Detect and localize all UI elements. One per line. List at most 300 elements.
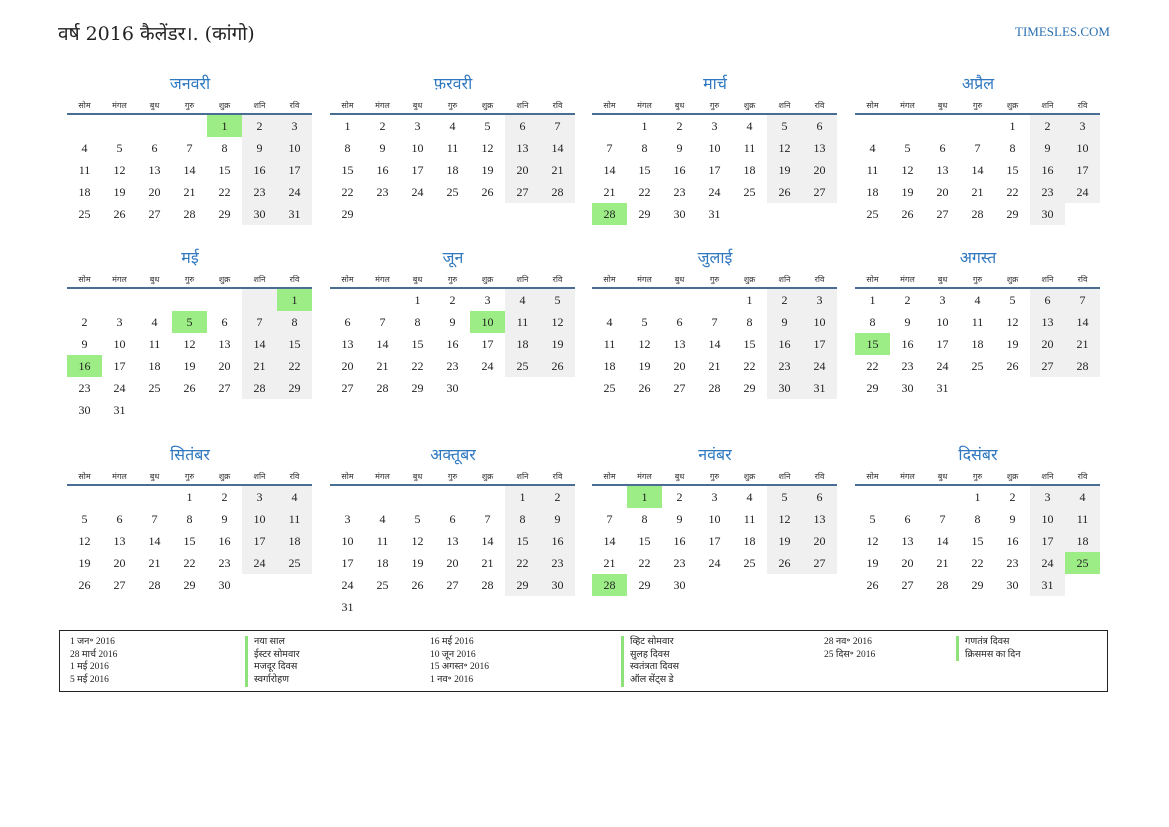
day-cell: 1 bbox=[207, 114, 242, 137]
empty-cell bbox=[627, 288, 662, 311]
day-cell: 5 bbox=[904, 140, 911, 155]
day-cell: 15 bbox=[638, 533, 651, 548]
day-cell: 6 bbox=[449, 511, 456, 526]
day-cell: 15 bbox=[743, 336, 756, 351]
weekday-header: रवि bbox=[1065, 98, 1100, 114]
empty-cell bbox=[732, 203, 767, 225]
month-name: अक्तूबर bbox=[430, 445, 476, 464]
legend-date: 10 जून 2016 bbox=[430, 649, 476, 660]
empty-cell bbox=[1065, 203, 1100, 225]
day-cell: 16 bbox=[1030, 159, 1065, 181]
empty-cell bbox=[505, 377, 540, 399]
day-cell: 31 bbox=[341, 599, 354, 614]
day-cell: 10 bbox=[936, 314, 949, 329]
day-cell: 30 bbox=[767, 377, 802, 399]
day-cell: 15 bbox=[505, 530, 540, 552]
month-table bbox=[855, 98, 1100, 225]
weekday-header: शनि bbox=[767, 98, 802, 114]
empty-cell bbox=[470, 596, 505, 618]
day-cell: 21 bbox=[481, 555, 494, 570]
day-cell: 16 bbox=[67, 355, 102, 377]
day-cell: 2 bbox=[1009, 489, 1016, 504]
day-cell: 12 bbox=[113, 162, 126, 177]
empty-cell bbox=[802, 574, 837, 596]
weekday-header: रवि bbox=[540, 272, 575, 288]
day-cell: 16 bbox=[540, 530, 575, 552]
day-cell: 13 bbox=[446, 533, 459, 548]
day-cell: 13 bbox=[113, 533, 126, 548]
legend-date: 1 जन॰ 2016 bbox=[70, 637, 115, 647]
day-cell: 12 bbox=[1006, 314, 1019, 329]
day-cell: 5 bbox=[540, 288, 575, 311]
day-cell: 25 bbox=[1065, 552, 1100, 574]
weekday-header: सोम bbox=[855, 469, 890, 485]
day-cell: 28 bbox=[971, 206, 984, 221]
day-cell: 2 bbox=[767, 288, 802, 311]
weekday-header: गुरु bbox=[697, 272, 732, 288]
weekday-header: सोम bbox=[855, 272, 890, 288]
day-cell: 5 bbox=[116, 140, 123, 155]
day-cell: 13 bbox=[505, 137, 540, 159]
day-cell: 22 bbox=[505, 552, 540, 574]
day-cell: 21 bbox=[1065, 333, 1100, 355]
month-block bbox=[330, 247, 576, 399]
day-cell: 18 bbox=[743, 533, 756, 548]
day-cell: 13 bbox=[148, 162, 161, 177]
day-cell: 21 bbox=[376, 358, 389, 373]
day-cell: 25 bbox=[743, 555, 756, 570]
day-cell: 2 bbox=[379, 118, 386, 133]
empty-cell bbox=[400, 203, 435, 225]
weekday-header: शुक्र bbox=[470, 272, 505, 288]
weekday-header: शनि bbox=[505, 272, 540, 288]
day-cell: 11 bbox=[446, 140, 459, 155]
day-cell: 11 bbox=[505, 311, 540, 333]
day-cell: 2 bbox=[540, 485, 575, 508]
day-cell: 10 bbox=[277, 137, 312, 159]
day-cell: 12 bbox=[78, 533, 91, 548]
day-cell: 30 bbox=[901, 380, 914, 395]
day-cell: 11 bbox=[78, 162, 91, 177]
day-cell: 24 bbox=[802, 355, 837, 377]
weekday-header: शुक्र bbox=[207, 98, 242, 114]
day-cell: 20 bbox=[446, 555, 459, 570]
weekday-header: शनि bbox=[242, 98, 277, 114]
day-cell: 23 bbox=[673, 555, 686, 570]
legend-holiday-name: क्रिसमस का दिन bbox=[965, 649, 1021, 660]
month-name: अगस्त bbox=[959, 248, 997, 267]
day-cell: 12 bbox=[411, 533, 424, 548]
weekday-header: रवि bbox=[277, 469, 312, 485]
weekday-header: गुरु bbox=[697, 469, 732, 485]
day-cell: 11 bbox=[1065, 508, 1100, 530]
day-cell: 15 bbox=[1006, 162, 1019, 177]
day-cell: 11 bbox=[277, 508, 312, 530]
day-cell: 3 bbox=[1065, 114, 1100, 137]
day-cell: 26 bbox=[540, 355, 575, 377]
day-cell: 25 bbox=[78, 206, 91, 221]
month-block bbox=[855, 444, 1101, 596]
empty-cell bbox=[67, 288, 102, 311]
day-cell: 4 bbox=[746, 489, 753, 504]
day-cell: 31 bbox=[802, 377, 837, 399]
day-cell: 3 bbox=[344, 511, 351, 526]
day-cell: 5 bbox=[81, 511, 88, 526]
day-cell: 21 bbox=[603, 555, 616, 570]
month-block bbox=[592, 247, 838, 399]
empty-cell bbox=[207, 288, 242, 311]
legend-date: 16 मई 2016 bbox=[430, 637, 474, 647]
day-cell: 3 bbox=[939, 292, 946, 307]
day-cell: 23 bbox=[242, 181, 277, 203]
empty-cell bbox=[242, 399, 277, 421]
day-cell: 12 bbox=[901, 162, 914, 177]
empty-cell bbox=[802, 203, 837, 225]
day-cell: 14 bbox=[603, 533, 616, 548]
day-cell: 18 bbox=[78, 184, 91, 199]
day-cell: 6 bbox=[676, 314, 683, 329]
day-cell: 20 bbox=[505, 159, 540, 181]
day-cell: 15 bbox=[411, 336, 424, 351]
day-cell: 2 bbox=[242, 114, 277, 137]
day-cell: 4 bbox=[869, 140, 876, 155]
day-cell: 22 bbox=[866, 358, 879, 373]
day-cell: 26 bbox=[767, 181, 802, 203]
day-cell: 20 bbox=[802, 159, 837, 181]
empty-cell bbox=[470, 377, 505, 399]
day-cell: 18 bbox=[376, 555, 389, 570]
day-cell: 29 bbox=[277, 377, 312, 399]
day-cell: 2 bbox=[676, 489, 683, 504]
day-cell: 10 bbox=[1030, 508, 1065, 530]
day-cell: 8 bbox=[221, 140, 228, 155]
day-cell: 17 bbox=[802, 333, 837, 355]
month-block bbox=[67, 73, 313, 225]
empty-cell bbox=[1065, 377, 1100, 399]
day-cell: 17 bbox=[936, 336, 949, 351]
day-cell: 5 bbox=[767, 485, 802, 508]
day-cell: 1 bbox=[186, 489, 193, 504]
legend-date: 5 मई 2016 bbox=[70, 675, 109, 686]
day-cell: 11 bbox=[743, 511, 756, 526]
empty-cell bbox=[277, 399, 312, 421]
day-cell: 16 bbox=[673, 162, 686, 177]
day-cell: 12 bbox=[767, 508, 802, 530]
day-cell: 6 bbox=[904, 511, 911, 526]
day-cell: 17 bbox=[411, 162, 424, 177]
day-cell: 25 bbox=[446, 184, 459, 199]
day-cell: 7 bbox=[186, 140, 193, 155]
day-cell: 3 bbox=[116, 314, 123, 329]
day-cell: 9 bbox=[540, 508, 575, 530]
day-cell: 16 bbox=[767, 333, 802, 355]
day-cell: 8 bbox=[414, 314, 421, 329]
month-name: फ़रवरी bbox=[433, 74, 473, 93]
weekday-header: रवि bbox=[802, 469, 837, 485]
day-cell: 14 bbox=[242, 333, 277, 355]
day-cell: 24 bbox=[411, 184, 424, 199]
month-name: मई bbox=[181, 248, 199, 267]
weekday-header: सोम bbox=[592, 469, 627, 485]
weekday-header: रवि bbox=[802, 98, 837, 114]
day-cell: 5 bbox=[767, 114, 802, 137]
day-cell: 22 bbox=[341, 184, 354, 199]
day-cell: 29 bbox=[218, 206, 231, 221]
day-cell: 21 bbox=[540, 159, 575, 181]
weekday-header: शुक्र bbox=[732, 98, 767, 114]
day-cell: 27 bbox=[148, 206, 161, 221]
day-cell: 25 bbox=[971, 358, 984, 373]
day-cell: 22 bbox=[411, 358, 424, 373]
day-cell: 21 bbox=[242, 355, 277, 377]
day-cell: 2 bbox=[904, 292, 911, 307]
day-cell: 22 bbox=[638, 555, 651, 570]
day-cell: 20 bbox=[341, 358, 354, 373]
day-cell: 31 bbox=[113, 402, 126, 417]
day-cell: 23 bbox=[218, 555, 231, 570]
empty-cell bbox=[1065, 574, 1100, 596]
empty-cell bbox=[767, 203, 802, 225]
weekday-header: गुरु bbox=[172, 469, 207, 485]
day-cell: 28 bbox=[540, 181, 575, 203]
weekday-header: गुरु bbox=[960, 98, 995, 114]
day-cell: 1 bbox=[869, 292, 876, 307]
weekday-header: मंगल bbox=[890, 469, 925, 485]
weekday-header: मंगल bbox=[102, 98, 137, 114]
month-name: सितंबर bbox=[170, 445, 210, 464]
weekday-header: शुक्र bbox=[470, 98, 505, 114]
day-cell: 22 bbox=[743, 358, 756, 373]
day-cell: 8 bbox=[974, 511, 981, 526]
weekday-header: रवि bbox=[1065, 272, 1100, 288]
day-cell: 4 bbox=[449, 118, 456, 133]
day-cell: 10 bbox=[708, 140, 721, 155]
day-cell: 19 bbox=[78, 555, 91, 570]
day-cell: 8 bbox=[277, 311, 312, 333]
day-cell: 24 bbox=[708, 184, 721, 199]
day-cell: 28 bbox=[481, 577, 494, 592]
day-cell: 30 bbox=[242, 203, 277, 225]
day-cell: 18 bbox=[971, 336, 984, 351]
day-cell: 29 bbox=[1006, 206, 1019, 221]
empty-cell bbox=[400, 596, 435, 618]
day-cell: 21 bbox=[936, 555, 949, 570]
empty-cell bbox=[102, 485, 137, 508]
day-cell: 11 bbox=[376, 533, 389, 548]
day-cell: 26 bbox=[481, 184, 494, 199]
legend-holiday-name: सुलह दिवस bbox=[630, 649, 670, 660]
day-cell: 7 bbox=[540, 114, 575, 137]
day-cell: 14 bbox=[936, 533, 949, 548]
day-cell: 20 bbox=[113, 555, 126, 570]
day-cell: 25 bbox=[505, 355, 540, 377]
day-cell: 4 bbox=[505, 288, 540, 311]
day-cell: 6 bbox=[151, 140, 158, 155]
day-cell: 16 bbox=[901, 336, 914, 351]
legend-dates bbox=[824, 636, 875, 661]
empty-cell bbox=[330, 485, 365, 508]
day-cell: 19 bbox=[183, 358, 196, 373]
day-cell: 4 bbox=[81, 140, 88, 155]
day-cell: 22 bbox=[971, 555, 984, 570]
month-table bbox=[67, 469, 312, 596]
day-cell: 6 bbox=[939, 140, 946, 155]
day-cell: 17 bbox=[708, 162, 721, 177]
empty-cell bbox=[365, 203, 400, 225]
day-cell: 20 bbox=[148, 184, 161, 199]
day-cell: 28 bbox=[592, 574, 627, 596]
legend-holiday-name: ईस्टर सोमवार bbox=[254, 649, 300, 660]
empty-cell bbox=[67, 114, 102, 137]
day-cell: 26 bbox=[767, 552, 802, 574]
legend-holiday-names bbox=[245, 636, 300, 687]
day-cell: 30 bbox=[446, 380, 459, 395]
day-cell: 28 bbox=[148, 577, 161, 592]
day-cell: 28 bbox=[1065, 355, 1100, 377]
day-cell: 24 bbox=[113, 380, 126, 395]
day-cell: 4 bbox=[379, 511, 386, 526]
weekday-header: बुध bbox=[925, 469, 960, 485]
month-table bbox=[330, 272, 575, 399]
day-cell: 7 bbox=[974, 140, 981, 155]
day-cell: 20 bbox=[1030, 333, 1065, 355]
weekday-header: शनि bbox=[505, 469, 540, 485]
month-block bbox=[592, 444, 838, 596]
day-cell: 1 bbox=[277, 288, 312, 311]
day-cell: 9 bbox=[81, 336, 88, 351]
day-cell: 21 bbox=[708, 358, 721, 373]
weekday-header: शनि bbox=[1030, 469, 1065, 485]
empty-cell bbox=[995, 377, 1030, 399]
day-cell: 26 bbox=[638, 380, 651, 395]
weekday-header: मंगल bbox=[890, 98, 925, 114]
empty-cell bbox=[400, 485, 435, 508]
day-cell: 8 bbox=[186, 511, 193, 526]
day-cell: 24 bbox=[481, 358, 494, 373]
day-cell: 2 bbox=[81, 314, 88, 329]
month-table bbox=[592, 272, 837, 399]
weekday-header: गुरु bbox=[435, 272, 470, 288]
weekday-header: सोम bbox=[855, 98, 890, 114]
empty-cell bbox=[592, 288, 627, 311]
weekday-header: मंगल bbox=[627, 469, 662, 485]
empty-cell bbox=[855, 485, 890, 508]
day-cell: 14 bbox=[603, 162, 616, 177]
day-cell: 10 bbox=[708, 511, 721, 526]
weekday-header: शुक्र bbox=[207, 469, 242, 485]
day-cell: 15 bbox=[855, 333, 890, 355]
empty-cell bbox=[592, 485, 627, 508]
day-cell: 6 bbox=[802, 485, 837, 508]
day-cell: 28 bbox=[183, 206, 196, 221]
day-cell: 20 bbox=[673, 358, 686, 373]
day-cell: 8 bbox=[869, 314, 876, 329]
weekday-header: रवि bbox=[277, 272, 312, 288]
day-cell: 25 bbox=[603, 380, 616, 395]
month-table bbox=[330, 98, 575, 225]
day-cell: 6 bbox=[116, 511, 123, 526]
day-cell: 15 bbox=[341, 162, 354, 177]
empty-cell bbox=[435, 203, 470, 225]
day-cell: 25 bbox=[866, 206, 879, 221]
weekday-header: शुक्र bbox=[732, 469, 767, 485]
day-cell: 9 bbox=[449, 314, 456, 329]
day-cell: 27 bbox=[446, 577, 459, 592]
legend-dates bbox=[70, 636, 117, 687]
day-cell: 8 bbox=[746, 314, 753, 329]
day-cell: 19 bbox=[767, 530, 802, 552]
day-cell: 8 bbox=[641, 511, 648, 526]
empty-cell bbox=[67, 485, 102, 508]
day-cell: 7 bbox=[606, 140, 613, 155]
day-cell: 25 bbox=[743, 184, 756, 199]
day-cell: 13 bbox=[936, 162, 949, 177]
month-name: नवंबर bbox=[698, 445, 732, 464]
empty-cell bbox=[960, 114, 995, 137]
day-cell: 20 bbox=[218, 358, 231, 373]
day-cell: 22 bbox=[1006, 184, 1019, 199]
weekday-header: गुरु bbox=[435, 98, 470, 114]
day-cell: 7 bbox=[484, 511, 491, 526]
weekday-header: रवि bbox=[1065, 469, 1100, 485]
day-cell: 6 bbox=[1030, 288, 1065, 311]
day-cell: 17 bbox=[242, 530, 277, 552]
day-cell: 17 bbox=[341, 555, 354, 570]
day-cell: 9 bbox=[676, 511, 683, 526]
day-cell: 11 bbox=[971, 314, 984, 329]
day-cell: 4 bbox=[606, 314, 613, 329]
day-cell: 3 bbox=[802, 288, 837, 311]
day-cell: 27 bbox=[802, 552, 837, 574]
weekday-header: शुक्र bbox=[995, 469, 1030, 485]
day-cell: 30 bbox=[540, 574, 575, 596]
legend-date: 1 नव॰ 2016 bbox=[430, 675, 474, 686]
day-cell: 25 bbox=[277, 552, 312, 574]
day-cell: 10 bbox=[113, 336, 126, 351]
weekday-header: मंगल bbox=[365, 98, 400, 114]
empty-cell bbox=[435, 596, 470, 618]
day-cell: 29 bbox=[743, 380, 756, 395]
day-cell: 1 bbox=[414, 292, 421, 307]
day-cell: 27 bbox=[901, 577, 914, 592]
day-cell: 30 bbox=[78, 402, 91, 417]
weekday-header: रवि bbox=[540, 98, 575, 114]
weekday-header: मंगल bbox=[365, 469, 400, 485]
legend-date: 1 मई 2016 bbox=[70, 662, 109, 673]
weekday-header: सोम bbox=[592, 272, 627, 288]
day-cell: 8 bbox=[1009, 140, 1016, 155]
day-cell: 30 bbox=[1006, 577, 1019, 592]
weekday-header: रवि bbox=[540, 469, 575, 485]
day-cell: 18 bbox=[866, 184, 879, 199]
day-cell: 20 bbox=[802, 530, 837, 552]
day-cell: 13 bbox=[802, 508, 837, 530]
day-cell: 19 bbox=[1006, 336, 1019, 351]
day-cell: 29 bbox=[411, 380, 424, 395]
day-cell: 17 bbox=[1030, 530, 1065, 552]
day-cell: 4 bbox=[1065, 485, 1100, 508]
day-cell: 12 bbox=[638, 336, 651, 351]
weekday-header: बुध bbox=[662, 272, 697, 288]
day-cell: 27 bbox=[113, 577, 126, 592]
day-cell: 17 bbox=[113, 358, 126, 373]
legend-date: 28 नव॰ 2016 bbox=[824, 637, 872, 647]
day-cell: 22 bbox=[218, 184, 231, 199]
day-cell: 6 bbox=[221, 314, 228, 329]
site-link[interactable]: TIMESLES.COM bbox=[1015, 24, 1110, 39]
weekday-header: रवि bbox=[802, 272, 837, 288]
day-cell: 13 bbox=[901, 533, 914, 548]
